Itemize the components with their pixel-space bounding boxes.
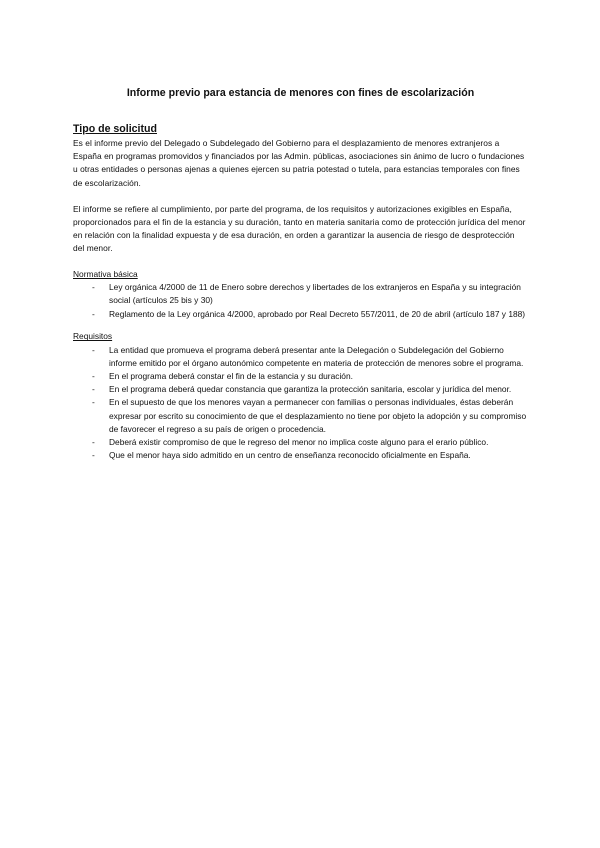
dash-bullet-icon: - [92,384,95,395]
dash-bullet-icon: - [92,309,95,320]
list-item [73,281,528,307]
paragraph-description: Es el informe previo del Delegado o Subdelegado del Gobierno para el desplazamiento de menores extranjeros a España en programas promovidos y financiados por las Admin. públicas, asociaciones sin ánimo de lucro o fundaciones u otras entidades o personas ajenas a quienes ejercen su patria potestad o tutela, para estancias temporales con fines de escolarización. [73,138,525,188]
list-item-text: La entidad que promueva el programa deberá presentar ante la Delegación o Subdelegación del Gobierno informe emitido por el órgano autonómico competente en materia de protección de menores sobre el programa. [109,344,524,368]
list-item [73,370,528,383]
dash-bullet-icon: - [92,344,95,355]
list-item-text: En el supuesto de que los menores vayan a permanecer con familias o personas individuales, éstas deberán expresar por escrito su conocimiento de que el desplazamiento no tiene por objeto la adopción y su compromiso de favorecer el regreso a su país de origen o procedencia. [109,397,527,434]
list-item-text: En el programa deberá constar el fin de la estancia y su duración. [109,371,353,382]
section-title-tipo-solicitud: Tipo de solicitud [73,123,157,135]
list-item-text: Reglamento de la Ley orgánica 4/2000, aprobado por Real Decreto 557/2011, de 20 de abril (artículo 187 y 188) [109,309,526,320]
list-item-text: Deberá existir compromiso de que le regreso del menor no implica coste alguno para el erario público. [109,437,489,448]
dash-bullet-icon: - [92,437,95,448]
document-title: Informe previo para estancia de menores con fines de escolarización [126,87,475,99]
list-item-text: Que el menor haya sido admitido en un centro de enseñanza reconocido oficialmente en España. [109,450,471,461]
list-item-text: En el programa deberá quedar constancia que garantiza la protección sanitaria, escolar y jurídica del menor. [109,384,512,395]
paragraph-scope: El informe se refiere al cumplimiento, por parte del programa, de los requisitos y autorizaciones exigibles en España, proporcionados para el fin de la estancia y su duración, tanto en materia sanitaria como de protección jurídica del menor en relación con la finalidad expuesta y de esa duración, en orden a garantizar la ausencia de riesgo de desprotección del menor. [73,203,526,254]
list-item-text: Ley orgánica 4/2000 de 11 de Enero sobre derechos y libertades de los extranjeros en España y su integración social (artículos 25 bis y 30) [109,281,521,306]
list-item [73,396,528,436]
list-item [73,383,528,396]
dash-bullet-icon: - [92,450,95,461]
normativa-list [73,281,528,322]
list-item [73,344,528,370]
dash-bullet-icon: - [92,281,95,292]
list-item [73,436,528,449]
normativa-heading: Normativa básica [73,268,138,279]
dash-bullet-icon: - [92,397,95,408]
list-item [73,308,528,321]
normativa-section [73,268,528,322]
list-item [73,449,528,462]
dash-bullet-icon: - [92,371,95,382]
requisitos-list [73,344,528,463]
requisitos-heading: Requisitos [73,331,113,342]
requisitos-section [73,330,528,462]
